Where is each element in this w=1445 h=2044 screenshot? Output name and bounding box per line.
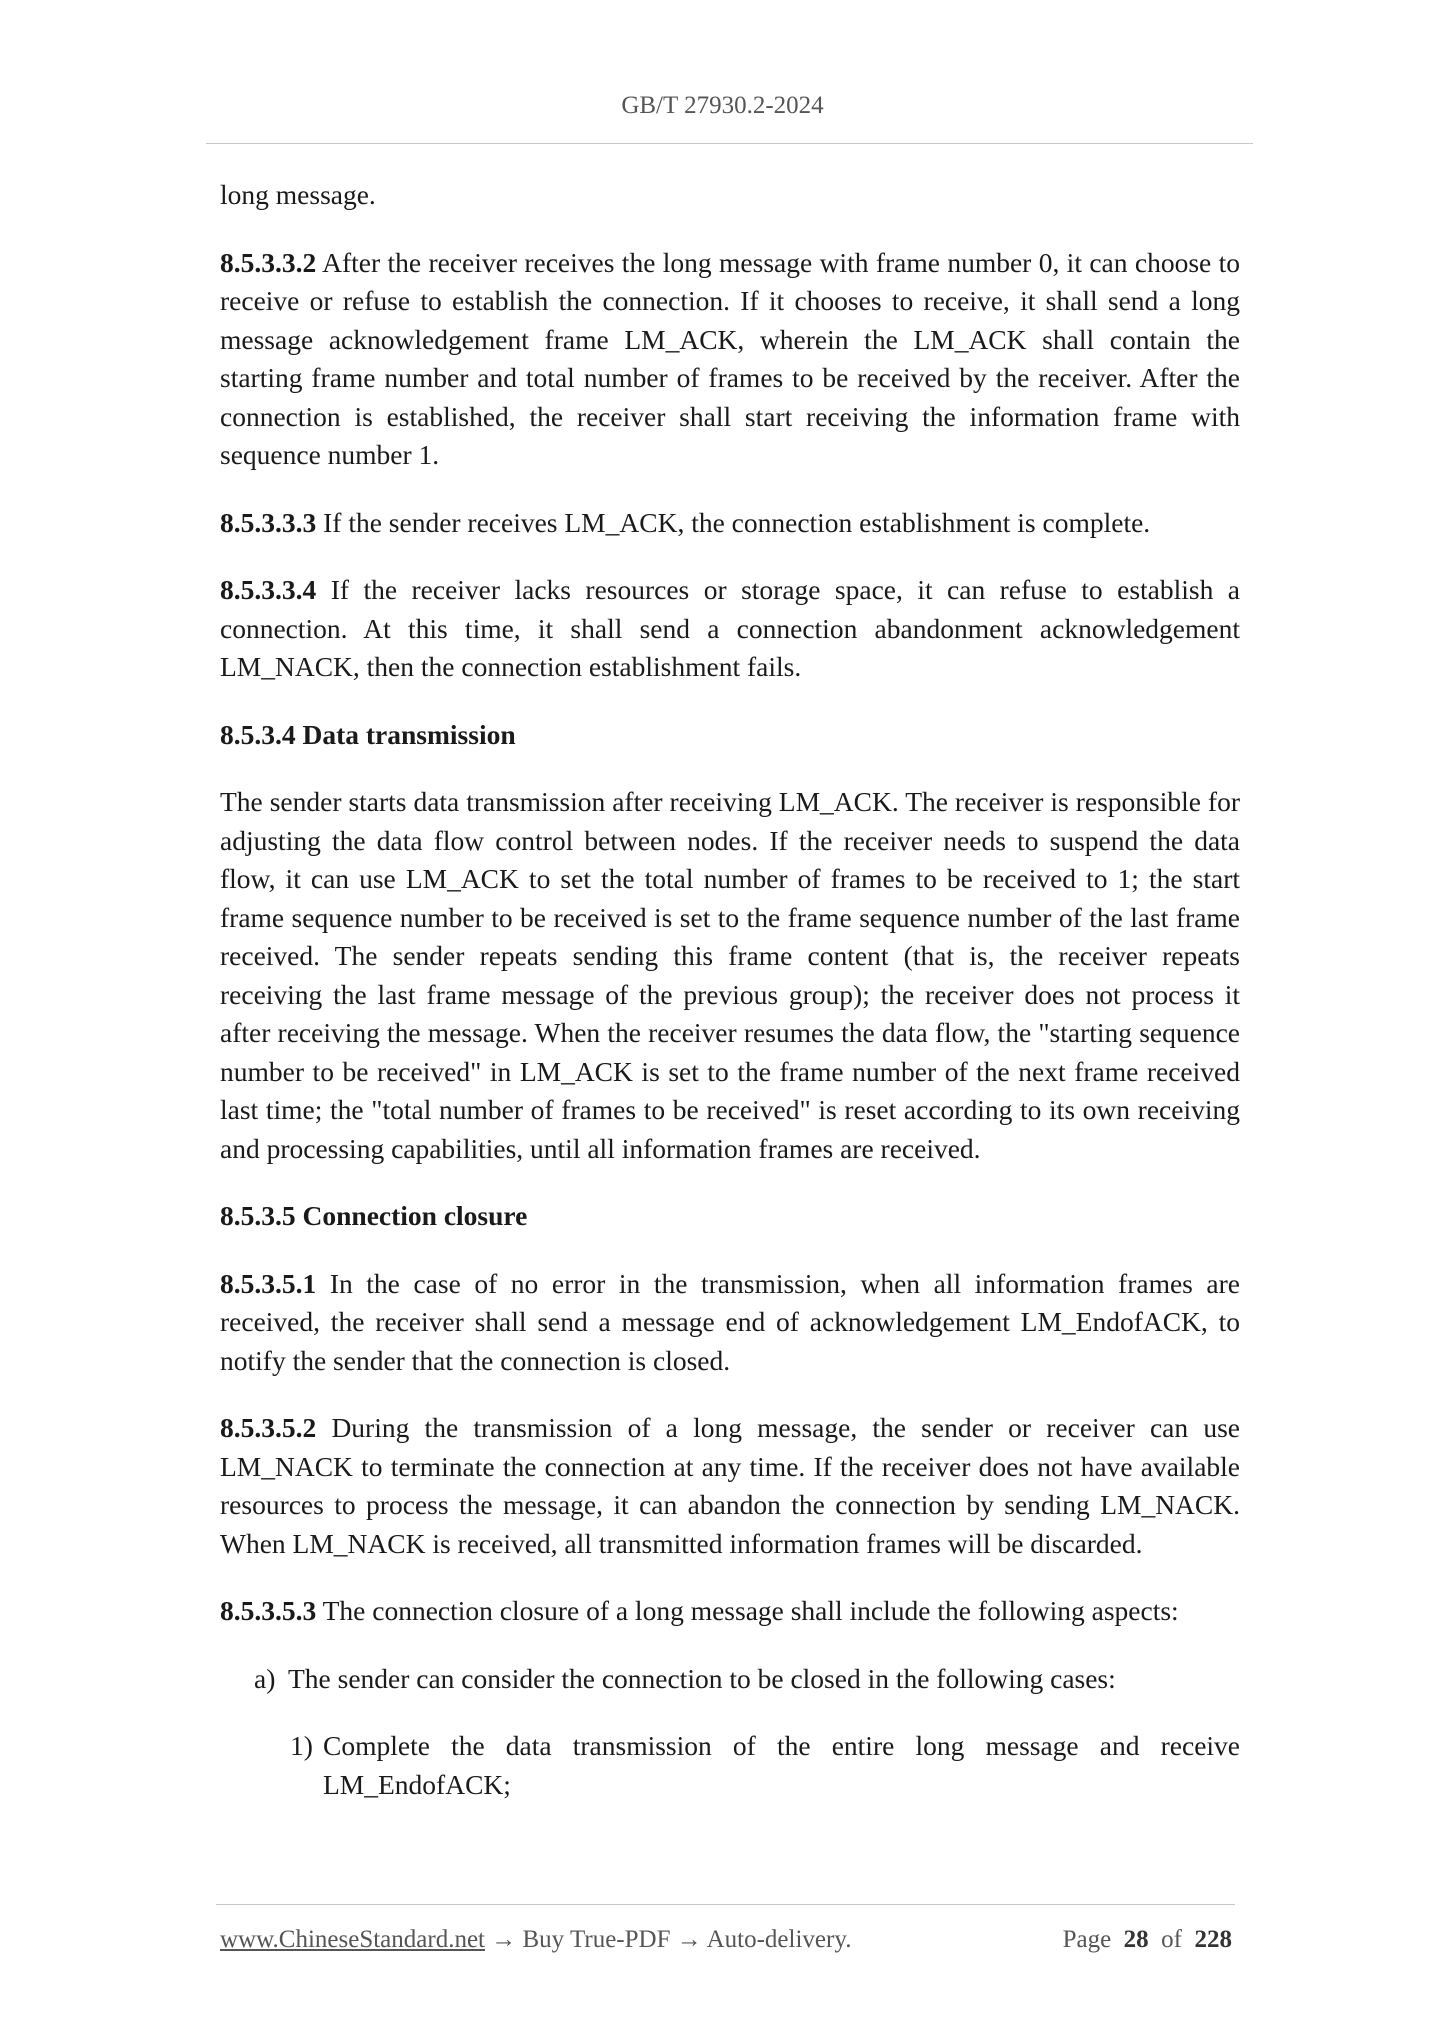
clause-text: The connection closure of a long message shall include the following aspects: <box>316 1595 1179 1626</box>
footer-promo-text: → Buy True-PDF → Auto-delivery. <box>485 1926 852 1953</box>
list-item-text: Complete the data transmission of the entire long message and receive LM_EndofACK; <box>323 1730 1240 1800</box>
footer-promo <box>220 1926 851 1954</box>
of-label: of <box>1161 1926 1182 1953</box>
clause-text: If the receiver lacks resources or storage space, it can refuse to establish a connection. At this time, it shall send a connection abandonment acknowledgement LM_NACK, then the connection establishment fails. <box>220 574 1240 682</box>
clause-number: 8.5.3.5.2 <box>220 1412 317 1443</box>
clause-text: In the case of no error in the transmission, when all information frames are received, the receiver shall send a message end of acknowledgement LM_EndofACK, to notify the sender that the connection is closed. <box>220 1267 1240 1376</box>
website-link[interactable]: www.ChineseStandard.net <box>220 1926 485 1953</box>
clause-8-5-3-5-2 <box>220 1409 1240 1563</box>
clause-text: If the sender receives LM_ACK, the connection establishment is complete. <box>316 506 1151 538</box>
document-header: GB/T 27930.2-2024 <box>621 92 824 119</box>
page-number <box>1063 1926 1232 1954</box>
page-label: Page <box>1062 1926 1112 1953</box>
clause-8-5-3-3-2 <box>220 244 1240 475</box>
clause-number: 8.5.3.5.3 <box>220 1595 317 1626</box>
list-item-1 <box>220 1727 1240 1804</box>
list-marker: 1) <box>290 1730 313 1761</box>
total-pages: 228 <box>1194 1926 1232 1953</box>
paragraph-continuation: long message. <box>220 179 376 210</box>
clause-number: 8.5.3.3.2 <box>220 246 317 278</box>
clause-8-5-3-5-3 <box>220 1592 1240 1631</box>
list-marker: a) <box>254 1662 276 1694</box>
clause-number: 8.5.3.3.3 <box>220 506 317 538</box>
clause-number: 8.5.3.3.4 <box>220 574 317 605</box>
clause-8-5-3-3-4 <box>220 571 1240 687</box>
list-item-text: The sender can consider the connection to be closed in the following cases: <box>288 1662 1116 1694</box>
clause-number: 8.5.3.5.1 <box>220 1267 317 1299</box>
paragraph-data-transmission: The sender starts data transmission after receiving LM_ACK. The receiver is responsible for adjusting the data flow control between nodes. If the receiver needs to suspend the data flow, it can use LM_ACK to set the total number of frames to be received to 1; the start frame sequence number to be received is set to the frame sequence number of the last frame received. The sender repeats sending this frame content (that is, the receiver repeats receiving the last frame message of the previous group); the receiver does not process it after receiving the message. When the receiver resumes the data flow, the "starting sequence number to be received" in LM_ACK is set to the frame number of the next frame received last time; the "total number of frames to be received" is reset according to its own receiving and processing capabilities, until all information frames are received. <box>220 786 1240 1164</box>
section-heading-connection-closure: 8.5.3.5 Connection closure <box>220 1200 528 1231</box>
clause-8-5-3-5-1 <box>220 1265 1240 1381</box>
document-body <box>220 176 1240 1833</box>
header-divider <box>206 143 1253 144</box>
clause-text: After the receiver receives the long message with frame number 0, it can choose to receive or refuse to establish the connection. If it chooses to receive, it shall send a long message acknowledgement frame LM_ACK, wherein the LM_ACK shall contain the starting frame number and total number of frames to be received by the receiver. After the connection is established, the receiver shall start receiving the information frame with sequence number 1. <box>220 246 1240 470</box>
current-page: 28 <box>1123 1926 1149 1953</box>
clause-text: During the transmission of a long message, the sender or receiver can use LM_NACK to terminate the connection at any time. If the receiver does not have available resources to process the message, it can abandon the connection by sending LM_NACK. When LM_NACK is received, all transmitted information frames will be discarded. <box>220 1412 1240 1559</box>
list-item-a <box>220 1660 1240 1699</box>
section-heading-data-transmission: 8.5.3.4 Data transmission <box>220 718 516 750</box>
clause-8-5-3-3-3 <box>220 504 1240 543</box>
footer-divider <box>216 1904 1235 1905</box>
